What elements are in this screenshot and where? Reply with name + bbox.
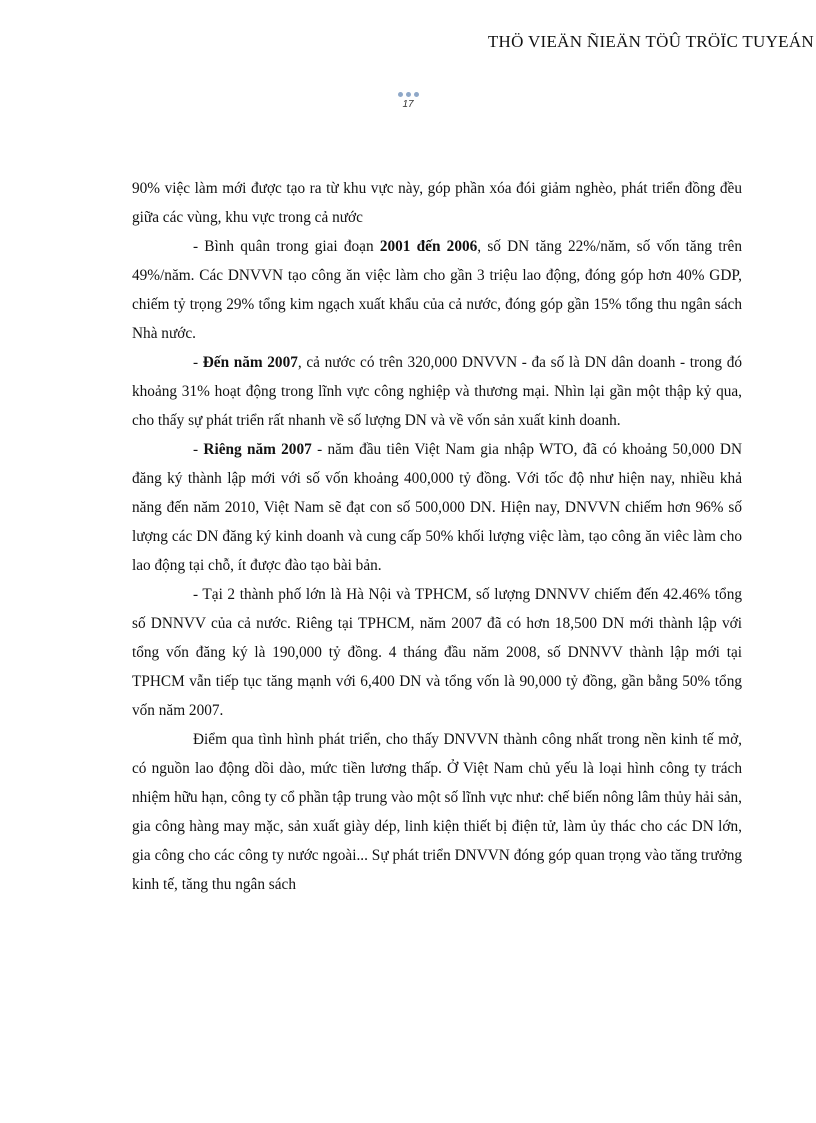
bold-text: Riêng năm 2007 bbox=[203, 441, 312, 458]
paragraph-text: , số DN tăng 22%/năm, số vốn tăng trên 49%/năm. Các DNVVN tạo công ăn việc làm cho gần 3 triệu lao động, đóng góp hơn 40% GDP, chiếm tỷ trọng 29% tổng kim ngạch xuất khẩu của cả nước, đóng góp gần 15% tổng thu ngân sách Nhà nước. bbox=[132, 238, 742, 342]
paragraph-text: - Tại 2 thành phố lớn là Hà Nội và TPHCM, số lượng DNNVV chiếm đến 42.46% tổng số DNNVV của cả nước. Riêng tại TPHCM, năm 2007 đã có hơn 18,500 DN mới thành lập với tổng vốn đăng ký là 190,000 tỷ đồng. 4 tháng đầu năm 2008, số DNNVV thành lập mới tại TPHCM vẫn tiếp tục tăng mạnh với 6,400 DN và tổng vốn là 90,000 tỷ đồng, gần bằng 50% tổng vốn năm 2007. bbox=[132, 586, 742, 719]
paragraph-text: - bbox=[193, 441, 204, 458]
ornament-dots bbox=[0, 92, 816, 98]
paragraph-text: Điểm qua tình hình phát triển, cho thấy DNVVN thành công nhất trong nền kinh tế mở, có nguồn lao động dồi dào, mức tiền lương thấp. Ở Việt Nam chủ yếu là loại hình công ty trách nhiệm hữu hạn, công ty cổ phần tập trung vào một số lĩnh vực như: chế biến nông lâm thủy hải sản, gia công hàng may mặc, sản xuất giày dép, linh kiện thiết bị điện tử, làm ủy thác cho các DN lớn, gia công cho các công ty nước ngoài... Sự phát triển DNVVN đóng góp quan trọng vào tăng trưởng kinh tế, tăng thu ngân sách bbox=[132, 731, 742, 893]
paragraph-text: - năm đầu tiên Việt Nam gia nhập WTO, đã có khoảng 50,000 DN đăng ký thành lập mới với số vốn khoảng 400,000 tỷ đồng. Với tốc độ như hiện nay, nhiều khả năng đến năm 2010, Việt Nam sẽ đạt con số 500,000 DN. Hiện nay, DNVVN chiếm hơn 96% số lượng các DN đăng ký kinh doanh và cung cấp 50% khối lượng việc làm, tạo công ăn viêc làm cho lao động tại chỗ, ít được đào tạo bài bản. bbox=[132, 441, 742, 574]
running-header: THÖ VIEÄN ÑIEÄN TÖÛ TRÖÏC TUYEÁN bbox=[487, 32, 814, 51]
page-number: 17 bbox=[402, 99, 414, 110]
paragraph bbox=[132, 174, 742, 232]
paragraph bbox=[132, 435, 742, 580]
paragraph-text: - bbox=[193, 354, 203, 371]
page-number-block bbox=[0, 92, 816, 110]
paragraph bbox=[132, 348, 742, 435]
paragraph-text: - Bình quân trong giai đoạn bbox=[193, 238, 380, 255]
paragraph-text: , cả nước có trên 320,000 DNVVN - đa số là DN dân doanh - trong đó khoảng 31% hoạt động trong lĩnh vực công nghiệp và thương mại. Nhìn lại gần một thập kỷ qua, cho thấy sự phát triển rất nhanh về số lượng DN và về vốn sản xuất kinh doanh. bbox=[132, 354, 743, 429]
bold-text: 2001 đến 2006 bbox=[379, 238, 478, 255]
bold-text: Đến năm 2007 bbox=[202, 354, 298, 371]
body-text bbox=[132, 174, 742, 899]
paragraph bbox=[132, 232, 742, 348]
paragraph bbox=[132, 725, 742, 899]
paragraph-text: 90% việc làm mới được tạo ra từ khu vực này, góp phần xóa đói giảm nghèo, phát triển đồng đều giữa các vùng, khu vực trong cả nước bbox=[132, 180, 742, 226]
paragraph bbox=[132, 580, 742, 725]
